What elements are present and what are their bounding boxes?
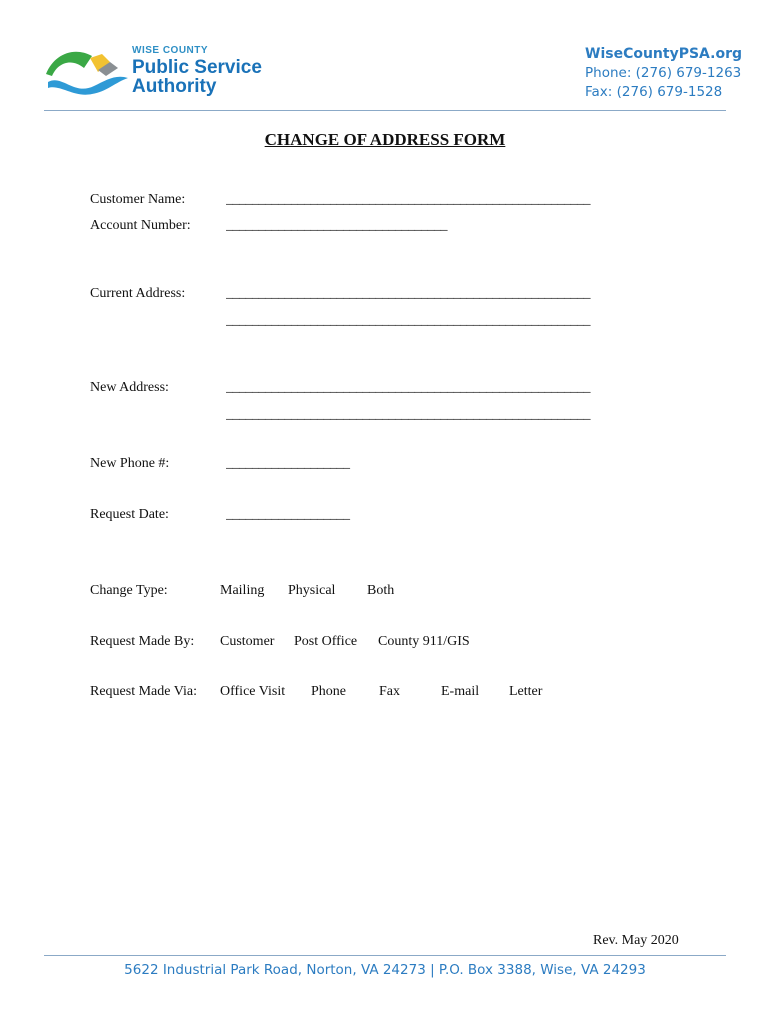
request-made-via-option-phone[interactable]: Phone [311, 684, 346, 699]
current-address-field-line1[interactable]: ________________________________________________________ [226, 286, 590, 301]
new-address-field-line1[interactable]: ________________________________________________________ [226, 380, 590, 395]
logo-line1: Public Service [132, 57, 262, 78]
request-made-by-label: Request Made By: [90, 634, 195, 649]
request-made-by-option-post-office[interactable]: Post Office [294, 634, 358, 649]
fax-text: Fax: (276) 679-1528 [585, 84, 723, 100]
account-number-label: Account Number: [90, 218, 191, 233]
request-made-via-option-office-visit[interactable]: Office Visit [220, 684, 286, 699]
request-made-via-option-fax[interactable]: Fax [379, 684, 400, 699]
change-type-option-physical[interactable]: Physical [288, 583, 336, 598]
request-made-via-label: Request Made Via: [90, 684, 197, 699]
request-date-field[interactable]: ___________________ [226, 507, 350, 522]
request-date-label: Request Date: [90, 507, 169, 522]
footer-divider [44, 955, 726, 956]
website-link[interactable]: WiseCountyPSA.org [585, 46, 743, 62]
current-address-field-line2[interactable]: ________________________________________________________ [226, 313, 590, 328]
phone-text: Phone: (276) 679-1263 [585, 65, 742, 81]
new-phone-field[interactable]: ___________________ [226, 456, 350, 471]
form-title: CHANGE OF ADDRESS FORM [264, 130, 506, 149]
account-number-field[interactable]: __________________________________ [226, 218, 447, 233]
customer-name-label: Customer Name: [90, 192, 186, 207]
footer-address: 5622 Industrial Park Road, Norton, VA 24273 | P.O. Box 3388, Wise, VA 24293 [124, 962, 646, 978]
change-type-label: Change Type: [90, 583, 168, 598]
customer-name-field[interactable]: ________________________________________________________ [226, 192, 590, 207]
request-made-via-option-email[interactable]: E-mail [441, 684, 480, 699]
psa-logo-mark [44, 44, 130, 100]
request-made-by-option-customer[interactable]: Customer [220, 634, 275, 649]
request-made-via-option-letter[interactable]: Letter [509, 684, 543, 699]
request-made-by-option-county-911[interactable]: County 911/GIS [378, 634, 470, 649]
header-divider [44, 110, 726, 111]
logo-line2: Authority [132, 76, 217, 97]
logo-county-text: WISE COUNTY [132, 45, 209, 56]
current-address-label: Current Address: [90, 286, 186, 301]
change-type-option-mailing[interactable]: Mailing [220, 583, 265, 598]
change-type-option-both[interactable]: Both [367, 583, 395, 598]
new-phone-label: New Phone #: [90, 456, 170, 471]
new-address-field-line2[interactable]: ________________________________________________________ [226, 407, 590, 422]
revision-text: Rev. May 2020 [593, 933, 679, 948]
new-address-label: New Address: [90, 380, 169, 395]
